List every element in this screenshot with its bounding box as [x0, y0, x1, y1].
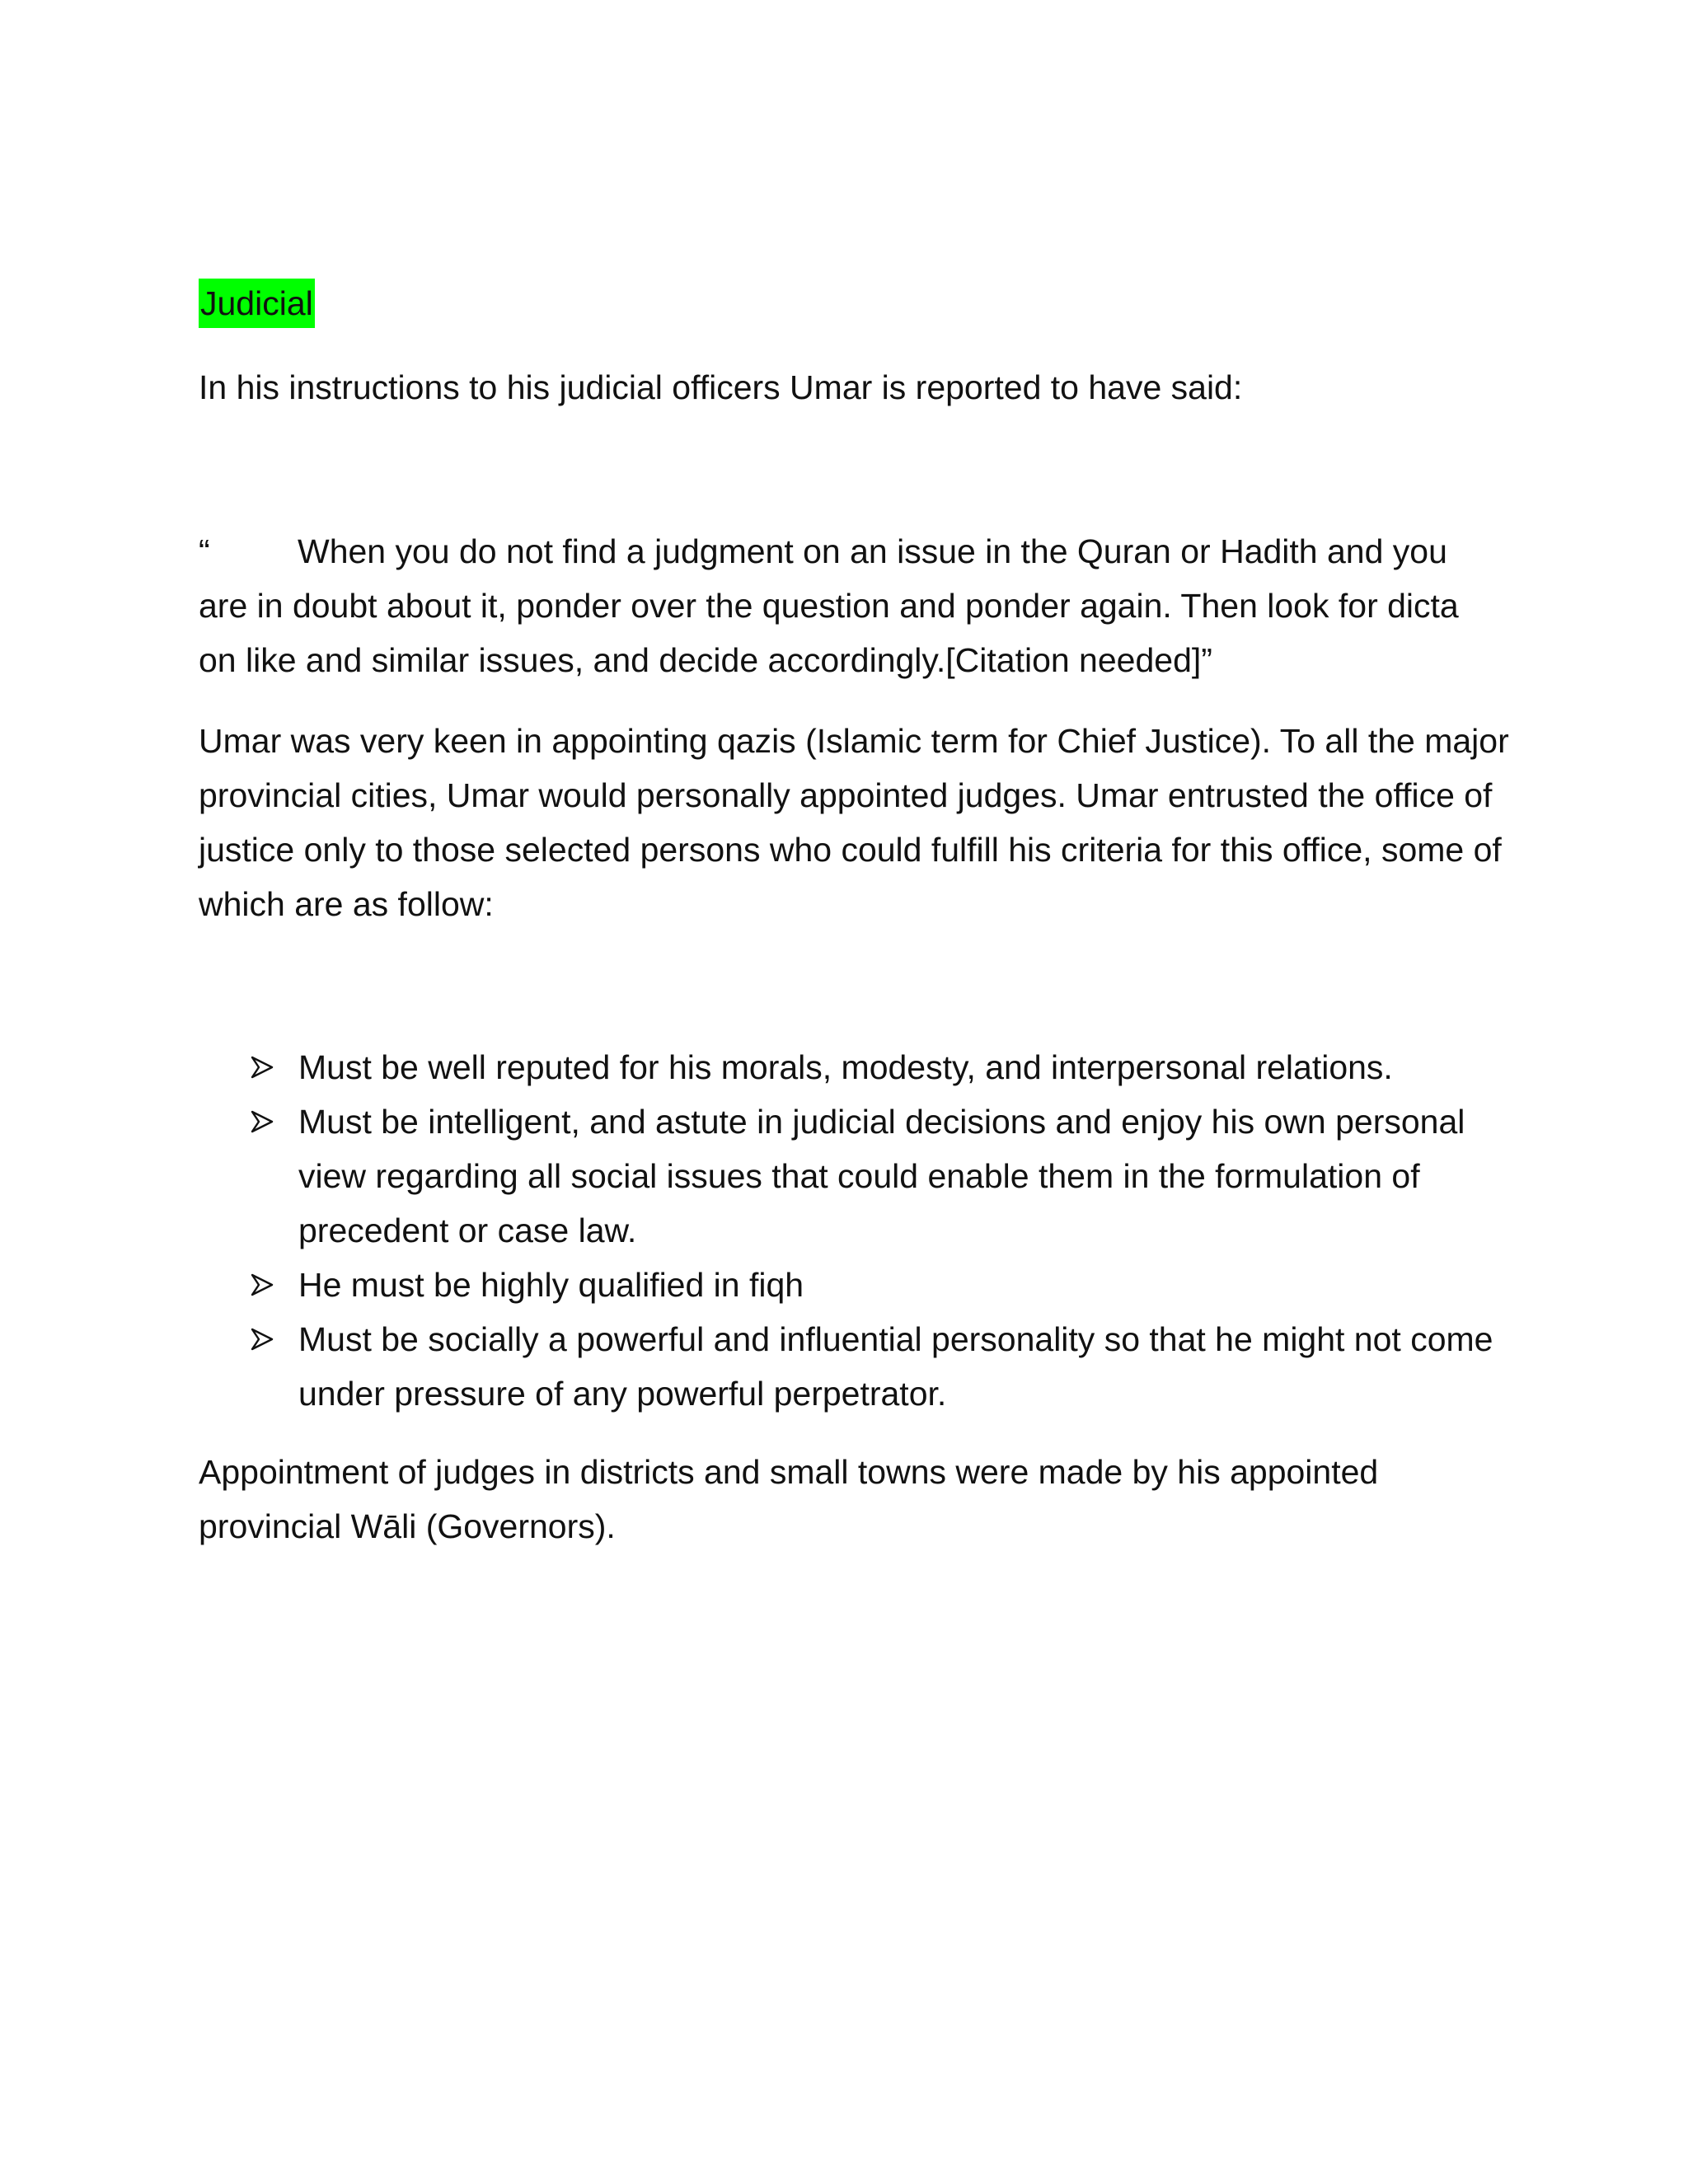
intro-paragraph: In his instructions to his judicial officers Umar is reported to have said:	[199, 368, 1243, 406]
arrowhead-bullet-icon	[251, 1110, 274, 1133]
highlighted-heading: Judicial	[199, 279, 315, 328]
quote-text: When you do not find a judgment on an issue in the Quran or Hadith and you are in doubt about it, ponder over the question and ponder again. Then look for dicta on like and similar issues, and decide accordingly.[Citation needed]”	[199, 532, 1459, 679]
arrowhead-bullet-icon	[251, 1273, 274, 1296]
arrowhead-bullet-icon	[251, 1328, 274, 1351]
criteria-item-text: Must be intelligent, and astute in judicial decisions and enjoy his own personal view regarding all social issues that could enable them in the formulation of precedent or case law.	[298, 1103, 1465, 1249]
criteria-item	[251, 1094, 1520, 1258]
criteria-item	[251, 1258, 1520, 1312]
criteria-item	[251, 1312, 1520, 1421]
closing-paragraph: Appointment of judges in districts and small towns were made by his appointed provincial Wāli (Governors).	[199, 1453, 1379, 1545]
quote-block	[199, 524, 1493, 687]
opening-quote-mark: “	[199, 532, 210, 570]
criteria-item	[251, 1040, 1520, 1094]
appointment-paragraph: Umar was very keen in appointing qazis (Islamic term for Chief Justice). To all the major provincial cities, Umar would personally appointed judges. Umar entrusted the office of justice only to those selected persons who could fulfill his criteria for this office, some of which are as follow:	[199, 722, 1509, 923]
criteria-list	[251, 1040, 1520, 1421]
arrowhead-bullet-icon	[251, 1056, 274, 1079]
criteria-item-text: Must be socially a powerful and influential personality so that he might not come under pressure of any powerful perpetrator.	[298, 1320, 1493, 1413]
criteria-item-text: Must be well reputed for his morals, modesty, and interpersonal relations.	[298, 1048, 1393, 1086]
criteria-item-text: He must be highly qualified in fiqh	[298, 1266, 804, 1304]
quote-row	[199, 524, 1493, 687]
